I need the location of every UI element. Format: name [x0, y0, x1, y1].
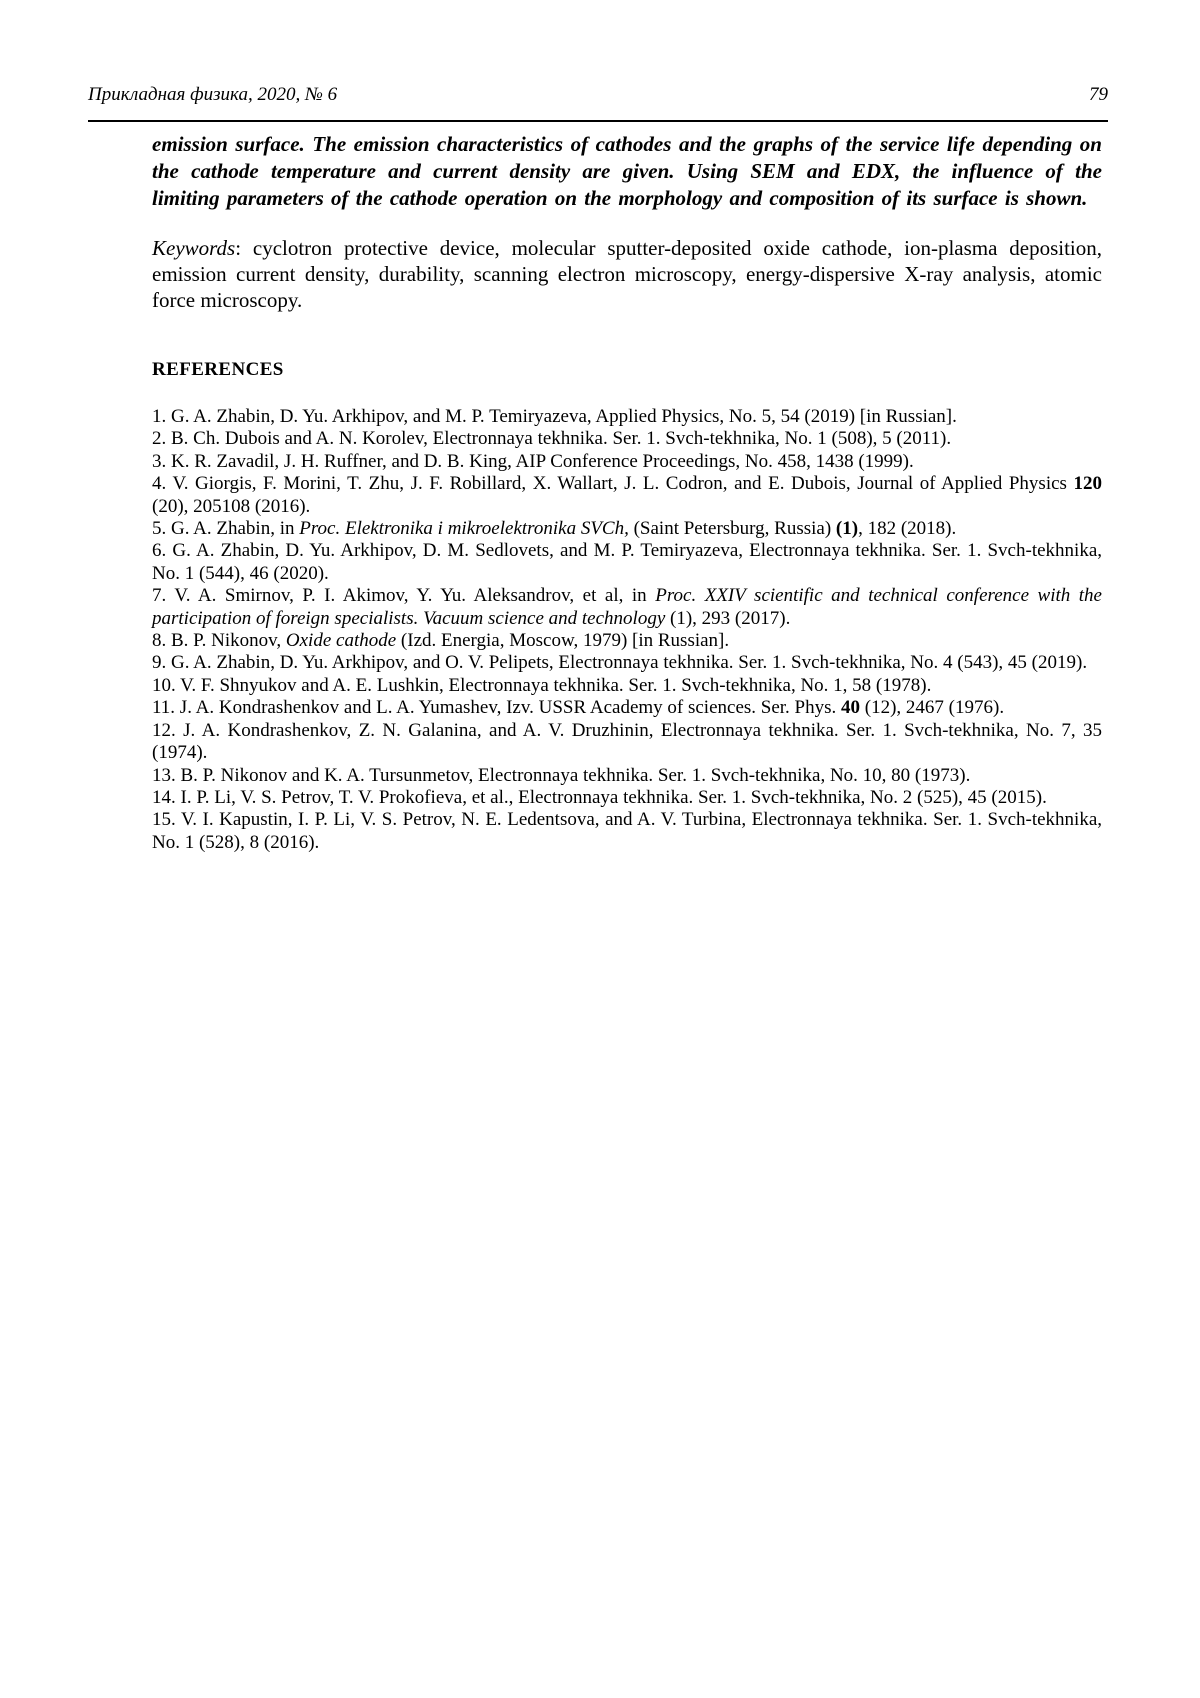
reference-item: [152, 809, 1102, 854]
page-header: [88, 84, 1108, 106]
reference-text-segment: (1), 293 (2017).: [665, 607, 791, 629]
reference-item: [152, 406, 1102, 428]
reference-item: [152, 765, 1102, 787]
reference-text-segment: 10. V. F. Shnyukov and A. E. Lushkin, Electronnaya tekhnika. Ser. 1. Svch-tekhnika, No. 1, 58 (1978).: [152, 674, 932, 696]
journal-title: Прикладная физика, 2020, № 6: [88, 84, 338, 105]
reference-text-segment: 6. G. A. Zhabin, D. Yu. Arkhipov, D. M. Sedlovets, and M. P. Temiryazeva, Electronnaya tekhnika. Ser. 1. Svch-tekhnika, No. 1 (544), 46 (2020).: [152, 540, 1102, 584]
reference-text-segment: (Saint Petersburg, Russia): [628, 518, 836, 540]
reference-text-segment: 2. B. Ch. Dubois and A. N. Korolev, Electronnaya tekhnika. Ser. 1. Svch-tekhnika, No. 1 (508), 5 (2011).: [152, 428, 952, 450]
reference-item: [152, 697, 1102, 719]
reference-item: [152, 585, 1102, 630]
reference-item: [152, 675, 1102, 697]
page-content: [152, 131, 1102, 854]
reference-item: [152, 451, 1102, 473]
reference-text-segment: 13. B. P. Nikonov and K. A. Tursunmetov, Electronnaya tekhnika. Ser. 1. Svch-tekhnika, No. 10, 80 (1973).: [152, 764, 971, 786]
reference-text-segment: 9. G. A. Zhabin, D. Yu. Arkhipov, and O. V. Pelipets, Electronnaya tekhnika. Ser. 1. Svch-tekhnika, No. 4 (543), 45 (2019).: [152, 652, 1088, 674]
reference-text-segment: 3. K. R. Zavadil, J. H. Ruffner, and D. B. King, AIP Conference Proceedings, No. 458, 1438 (1999).: [152, 450, 914, 472]
reference-text-segment: 7. V. A. Smirnov, P. I. Akimov, Y. Yu. Aleksandrov, et al, in: [152, 585, 656, 607]
reference-text-segment: 5. G. A. Zhabin, in: [152, 518, 300, 540]
reference-item: [152, 473, 1102, 518]
reference-text-segment: (1): [835, 518, 859, 540]
reference-text-segment: Proc. Elektronika i mikroelektronika SVCh,: [299, 518, 629, 540]
keywords-paragraph: [152, 235, 1102, 313]
reference-text-segment: (Izd. Energia, Moscow, 1979) [in Russian].: [396, 630, 730, 652]
reference-text-segment: , 182 (2018).: [858, 518, 957, 540]
reference-item: [152, 652, 1102, 674]
reference-text-segment: 15. V. I. Kapustin, I. P. Li, V. S. Petrov, N. E. Ledentsova, and A. V. Turbina, Electronnaya tekhnika. Ser. 1. Svch-tekhnika, No. 1 (528), 8 (2016).: [152, 809, 1102, 853]
reference-item: [152, 787, 1102, 809]
reference-text-segment: 11. J. A. Kondrashenkov and L. A. Yumashev, Izv. USSR Academy of sciences. Ser. Phys.: [152, 697, 842, 719]
reference-text-segment: (12), 2467 (1976).: [860, 697, 1005, 719]
reference-text-segment: 12. J. A. Kondrashenkov, Z. N. Galanina, and A. V. Druzhinin, Electronnaya tekhnika. Ser. 1. Svch-tekhnika, No. 7, 35 (1974).: [152, 719, 1102, 764]
reference-text-segment: 120: [1073, 473, 1102, 495]
reference-item: [152, 518, 1102, 540]
reference-text-segment: 4. V. Giorgis, F. Morini, T. Zhu, J. F. Robillard, X. Wallart, J. L. Codron, and E. Dubois, Journal of Applied Physics: [152, 473, 1074, 495]
header-rule: [88, 120, 1108, 122]
reference-item: [152, 630, 1102, 652]
reference-text-segment: Proc. XXIV scientific and technical conference with the participation of foreign specialists. Vacuum science and technology: [152, 585, 1102, 629]
reference-item: [152, 720, 1102, 765]
reference-text-segment: 40: [841, 697, 861, 719]
keywords-text: : cyclotron protective device, molecular sputter-deposited oxide cathode, ion-plasma deposition, emission current density, durability, scanning electron microscopy, energy-dispersive X-ray analysis, atomic force microscopy.: [152, 236, 1102, 312]
reference-text-segment: Oxide cathode: [285, 630, 397, 652]
page-number: 79: [1089, 84, 1108, 105]
keywords-label: Keywords: [152, 236, 236, 260]
reference-text-segment: (20), 205108 (2016).: [152, 495, 311, 517]
abstract-paragraph: emission surface. The emission characteristics of cathodes and the graphs of the service life depending on the cathode temperature and current density are given. Using SEM and EDX, the influence of the limiting parameters of the cathode operation on the morphology and composition of its surface is shown.: [152, 132, 1102, 210]
reference-item: [152, 428, 1102, 450]
references-heading: REFERENCES: [152, 359, 284, 380]
reference-text-segment: 14. I. P. Li, V. S. Petrov, T. V. Prokofieva, et al., Electronnaya tekhnika. Ser. 1. Svch-tekhnika, No. 2 (525), 45 (2015).: [152, 786, 1047, 808]
reference-text-segment: 1. G. A. Zhabin, D. Yu. Arkhipov, and M. P. Temiryazeva, Applied Physics, No. 5, 54 (2019) [in Russian].: [152, 406, 957, 427]
reference-text-segment: 8. B. P. Nikonov,: [152, 630, 286, 652]
reference-item: [152, 540, 1102, 585]
references-list: [152, 406, 1102, 854]
